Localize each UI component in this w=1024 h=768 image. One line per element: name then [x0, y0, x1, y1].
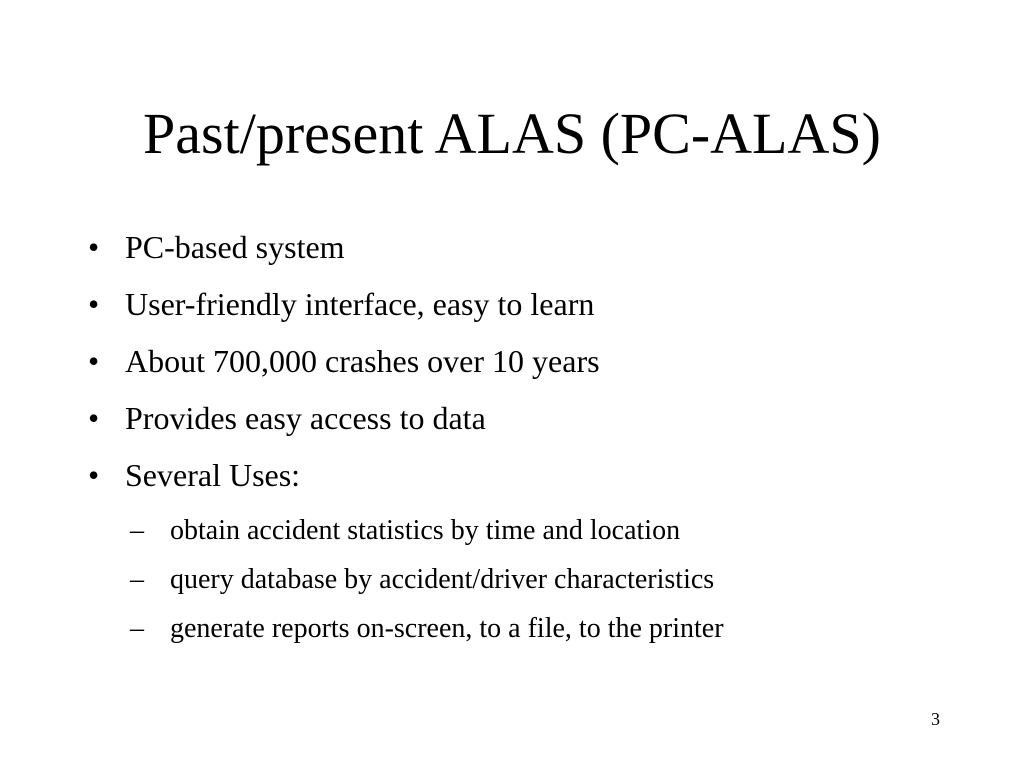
- bullet-marker: •: [88, 343, 100, 379]
- bullet-text: PC-based system: [125, 229, 345, 265]
- bullet-text: About 700,000 crashes over 10 years: [125, 343, 600, 379]
- sub-bullet-text: query database by accident/driver characteristics: [170, 564, 715, 595]
- sub-bullet-item: [130, 514, 990, 548]
- bullet-text: Several Uses:: [125, 457, 301, 493]
- sub-bullet-list: [130, 514, 990, 661]
- bullet-text: User-friendly interface, easy to learn: [125, 286, 595, 322]
- sub-bullet-item: [130, 612, 990, 646]
- sub-bullet-text: generate reports on-screen, to a file, to the printer: [170, 613, 724, 644]
- bullet-marker: •: [88, 400, 100, 436]
- slide-title: Past/present ALAS (PC-ALAS): [143, 101, 881, 166]
- bullet-text: Provides easy access to data: [125, 400, 486, 436]
- sub-bullet-text: obtain accident statistics by time and location: [170, 515, 681, 546]
- bullet-marker: •: [88, 286, 100, 322]
- sub-bullet-marker: –: [130, 515, 144, 546]
- bullet-marker: •: [88, 229, 100, 265]
- bullet-item: [88, 342, 988, 380]
- bullet-item: [88, 228, 988, 266]
- bullet-item: [88, 285, 988, 323]
- bullet-item: [88, 456, 988, 494]
- bullet-list: [88, 228, 988, 513]
- sub-bullet-marker: –: [130, 564, 144, 595]
- bullet-marker: •: [88, 457, 100, 493]
- sub-bullet-marker: –: [130, 613, 144, 644]
- sub-bullet-item: [130, 563, 990, 597]
- bullet-item: [88, 399, 988, 437]
- page-number: 3: [931, 709, 940, 729]
